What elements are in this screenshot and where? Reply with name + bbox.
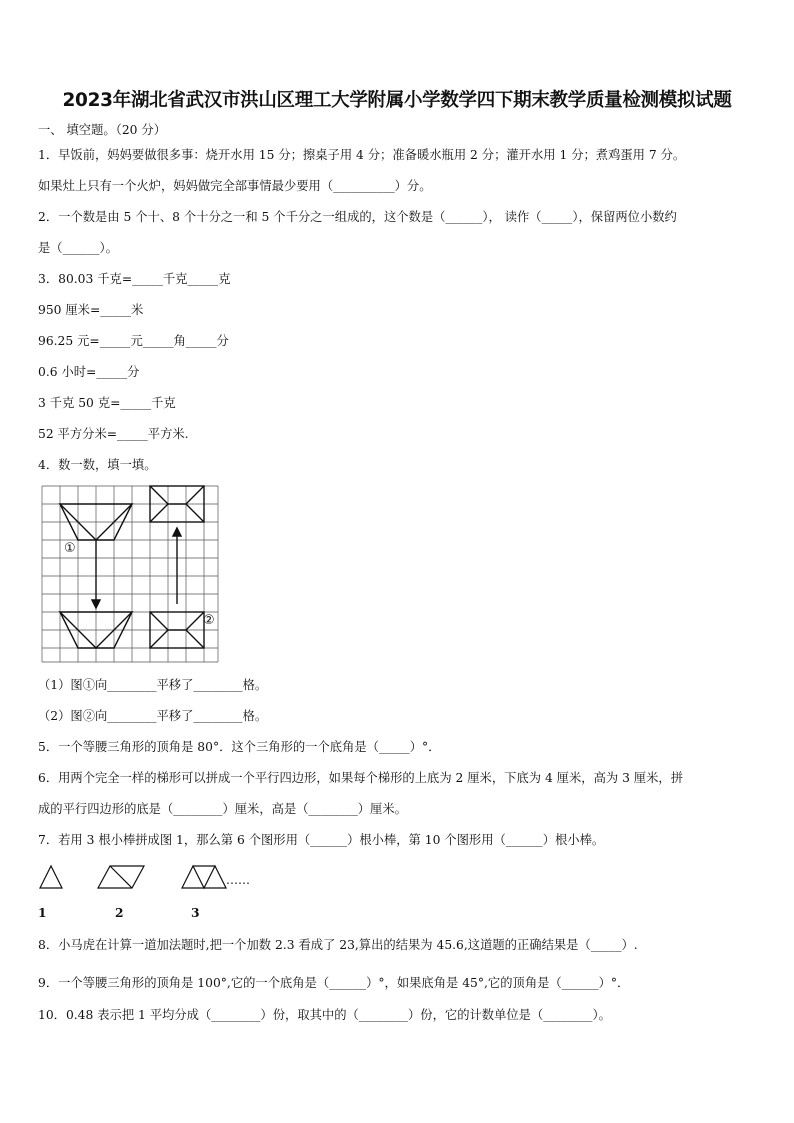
stick-triangles-figure xyxy=(36,860,266,892)
question-7-stem: 7．若用 3 根小棒拼成图 1，那么第 6 个图形用（______）根小棒，第 10 个图形用（______）根小棒。 xyxy=(38,833,605,847)
figure-2-label: ② xyxy=(203,613,215,628)
arrow-up xyxy=(173,528,181,604)
figure-1-label: ① xyxy=(64,541,76,556)
arrow-down xyxy=(92,540,100,608)
question-2-line-2: 是（______）。 xyxy=(38,241,118,255)
question-4-sub-2: （2）图②向________平移了________格。 xyxy=(38,709,268,723)
question-4-sub-1: （1）图①向________平移了________格。 xyxy=(38,678,268,692)
question-1-line-1: 1．早饭前，妈妈要做很多事：烧开水用 15 分；擦桌子用 4 分；准备暖水瓶用 2 分；灌开水用 1 分；煮鸡蛋用 7 分。 xyxy=(38,148,686,162)
question-8: 8．小马虎在计算一道加法题时,把一个加数 2.3 看成了 23,算出的结果为 45.6,这道题的正确结果是（_____）. xyxy=(38,938,638,952)
triangle-figure-2 xyxy=(98,866,144,888)
ellipsis: …… xyxy=(226,873,250,887)
exam-title: 2023年湖北省武汉市洪山区理工大学附属小学数学四下期末教学质量检测模拟试题 xyxy=(62,90,732,111)
figure-label-1: 1 xyxy=(38,905,47,920)
section-heading: 一、 填空题。（20 分） xyxy=(38,123,166,137)
question-6-line-1: 6．用两个完全一样的梯形可以拼成一个平行四边形，如果每个梯形的上底为 2 厘米，下底为 4 厘米，高为 3 厘米，拼 xyxy=(38,771,683,785)
figure-label-2: 2 xyxy=(115,905,124,920)
triangle-figure-1 xyxy=(40,866,62,888)
translation-grid-figure xyxy=(40,484,222,666)
question-4-stem: 4．数一数，填一填。 xyxy=(38,458,157,472)
question-3-e: 3 千克 50 克=_____千克 xyxy=(38,396,176,410)
question-6-line-2: 成的平行四边形的底是（________）厘米，高是（________）厘米。 xyxy=(38,802,407,816)
triangle-figure-3 xyxy=(182,866,226,888)
question-3-c: 96.25 元=_____元_____角_____分 xyxy=(38,334,229,348)
question-3-b: 950 厘米=_____米 xyxy=(38,303,144,317)
question-3-d: 0.6 小时=_____分 xyxy=(38,365,140,379)
question-5: 5．一个等腰三角形的顶角是 80°．这个三角形的一个底角是（_____）°． xyxy=(38,740,441,754)
question-1-line-2: 如果灶上只有一个火炉，妈妈做完全部事情最少要用（__________）分。 xyxy=(38,179,432,193)
question-10: 10．0.48 表示把 1 平均分成（________）份，取其中的（________）份，它的计数单位是（________）。 xyxy=(38,1008,611,1022)
figure-label-3: 3 xyxy=(191,905,200,920)
question-2-line-1: 2．一个数是由 5 个十、8 个十分之一和 5 个千分之一组成的，这个数是（______）， 读作（_____），保留两位小数约 xyxy=(38,210,677,224)
question-3-a: 3．80.03 千克=_____千克_____克 xyxy=(38,272,231,286)
question-9: 9．一个等腰三角形的顶角是 100°,它的一个底角是（______）°，如果底角是 45°,它的顶角是（______）°． xyxy=(38,976,630,990)
question-3-f: 52 平方分米=_____平方米. xyxy=(38,427,189,441)
